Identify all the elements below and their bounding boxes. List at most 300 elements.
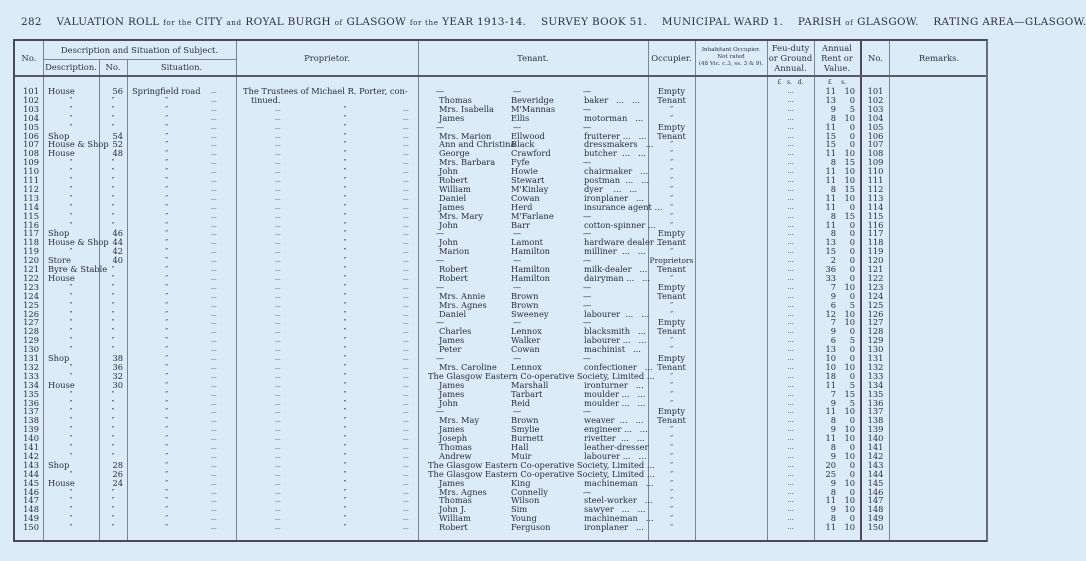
row-number-repeat: 131 xyxy=(867,353,884,363)
tenant-first-name: Robert xyxy=(439,272,468,283)
ditto-mark: ” xyxy=(111,212,115,220)
row-number: 113 xyxy=(23,192,39,203)
rent-pounds: 9 xyxy=(830,397,836,408)
rent-pounds: 18 xyxy=(825,370,836,381)
ditto-mark: ” xyxy=(343,150,347,158)
row-number: 149 xyxy=(23,513,39,524)
ditto-mark: ” xyxy=(164,337,169,345)
ditto-mark: ” xyxy=(343,221,347,229)
row-street-number: 42 xyxy=(112,246,123,257)
leader-dots: ... xyxy=(275,479,281,487)
rent-pounds: 9 xyxy=(830,504,836,515)
header-rent-line: Annual xyxy=(822,43,852,53)
rent-pounds: 8 xyxy=(830,157,836,168)
tenant-occupation: rivetter ... ... xyxy=(584,433,645,444)
row-number-repeat: 143 xyxy=(867,459,884,470)
table-row xyxy=(15,283,986,292)
rent-shillings: 0 xyxy=(849,344,855,355)
ditto-mark: ” xyxy=(343,168,347,176)
tenant-occupation: dairyman ... ... xyxy=(584,272,651,283)
ditto-mark: ” xyxy=(111,399,115,407)
tenant-first-name: John xyxy=(439,237,459,248)
leader-dots: ... xyxy=(275,194,281,202)
row-number-repeat: 141 xyxy=(867,442,884,452)
row-street-number: 36 xyxy=(112,361,123,372)
ditto-mark: ” xyxy=(164,515,169,523)
row-number-repeat: 137 xyxy=(867,406,884,417)
rent-pounds: 9 xyxy=(830,477,836,488)
occupier-status: Tenant xyxy=(657,415,686,426)
row-description: Store xyxy=(48,255,71,266)
ditto-mark: ” xyxy=(669,168,674,176)
feu-duty-value: ... xyxy=(787,203,794,211)
rent-shillings: 10 xyxy=(844,361,855,372)
row-number: 104 xyxy=(23,112,39,123)
survey-book: SURVEY BOOK 51. xyxy=(540,16,648,28)
table-row xyxy=(15,265,986,274)
row-description: Shop xyxy=(48,130,70,141)
leader-dots: ... xyxy=(211,461,217,469)
tenant-first-name: Mrs. May xyxy=(439,415,480,426)
ditto-mark: ” xyxy=(69,319,73,327)
header-situation: Situation. xyxy=(160,62,203,72)
municipal-ward: MUNICIPAL WARD 1. xyxy=(661,16,784,28)
table-row xyxy=(15,301,986,310)
tenant-surname: Ellwood xyxy=(511,130,545,141)
tenant-surname: M'Mannas xyxy=(511,103,556,114)
ditto-mark: ” xyxy=(69,524,73,532)
feu-duty-value: ... xyxy=(787,88,794,95)
ditto-mark: ” xyxy=(111,203,115,211)
ditto-mark: ” xyxy=(669,274,674,282)
rent-pounds: 36 xyxy=(825,264,836,274)
feu-units: £ s. d. xyxy=(777,79,804,86)
ditto-mark: ” xyxy=(111,274,115,282)
rent-pounds: 8 xyxy=(830,210,836,221)
leader-dots: ... xyxy=(403,123,409,131)
ditto-mark: ” xyxy=(669,426,674,434)
ditto-mark: ” xyxy=(343,132,347,140)
ditto-mark: ” xyxy=(164,444,169,451)
tenant-first-name: — xyxy=(435,121,445,132)
ditto-mark: ” xyxy=(69,452,73,460)
tenant-first-name: Daniel xyxy=(439,308,467,319)
rent-shillings: 10 xyxy=(844,281,855,292)
tenant-first-name: Mrs. Isabella xyxy=(439,103,494,114)
tenant-first-name: James xyxy=(439,201,465,212)
feu-duty-value: ... xyxy=(787,159,794,167)
ditto-mark: ” xyxy=(343,408,347,416)
leader-dots: ... xyxy=(275,470,281,478)
tenant-occupation: baker ... ... xyxy=(584,94,640,105)
ditto-mark: ” xyxy=(69,168,73,176)
tenant-surname: — xyxy=(512,317,522,328)
rent-shillings: 0 xyxy=(849,130,855,141)
leader-dots: ... xyxy=(403,417,409,425)
parish-of: of xyxy=(845,18,854,27)
row-number: 146 xyxy=(23,486,39,497)
row-number-repeat: 109 xyxy=(867,157,884,168)
ditto-mark: ” xyxy=(164,417,169,425)
ditto-mark: ” xyxy=(164,452,169,460)
leader-dots: ... xyxy=(211,88,217,95)
row-number: 133 xyxy=(23,370,39,381)
feu-duty-value: ... xyxy=(787,426,794,434)
ditto-mark: ” xyxy=(164,292,169,300)
rent-pounds: 8 xyxy=(830,486,836,497)
tenant-surname: Tarbart xyxy=(511,388,543,399)
rent-shillings: 5 xyxy=(849,299,855,310)
tenant-occupation: — xyxy=(582,486,592,497)
ditto-mark: ” xyxy=(111,301,115,309)
table-row xyxy=(15,381,986,390)
table-row xyxy=(15,292,986,301)
leader-dots: ... xyxy=(403,444,409,451)
ditto-mark: ” xyxy=(164,363,169,371)
ditto-mark: ” xyxy=(164,114,169,122)
rent-pounds: 7 xyxy=(830,281,836,292)
table-row xyxy=(15,105,986,114)
row-number: 102 xyxy=(23,94,39,105)
tenant-first-name: Robert xyxy=(439,175,468,185)
row-number: 137 xyxy=(23,406,39,417)
tenant-surname: Lamont xyxy=(511,237,543,248)
tenant-first-name: John xyxy=(439,219,459,230)
ditto-mark: ” xyxy=(669,114,674,122)
feu-duty-value: ... xyxy=(787,177,794,184)
rent-shillings: 0 xyxy=(849,415,855,426)
tenant-surname: Brown xyxy=(511,299,539,310)
leader-dots: ... xyxy=(211,132,217,140)
occupier-status: Empty xyxy=(657,228,686,239)
row-number-repeat: 119 xyxy=(867,246,884,257)
rent-shillings: 0 xyxy=(849,255,855,266)
ditto-mark: ” xyxy=(343,355,347,362)
leader-dots: ... xyxy=(211,105,217,113)
leader-dots: ... xyxy=(403,461,409,469)
row-number: 109 xyxy=(23,157,39,168)
rent-pounds: 8 xyxy=(830,183,836,194)
rent-shillings: 5 xyxy=(849,397,855,408)
ditto-mark: ” xyxy=(669,185,674,193)
table-row xyxy=(15,470,986,479)
tenant-first-name: Charles xyxy=(439,326,472,337)
tenant-first-name: James xyxy=(439,477,465,488)
tenant-surname: Lennox xyxy=(511,326,542,337)
row-number-repeat: 112 xyxy=(867,183,884,194)
table-row xyxy=(15,274,986,283)
tenant-surname: — xyxy=(512,121,522,132)
feu-duty-value: ... xyxy=(787,328,794,336)
row-number: 127 xyxy=(23,317,39,328)
row-number: 123 xyxy=(23,281,39,292)
leader-dots: ... xyxy=(211,426,217,434)
tenant-surname: Lennox xyxy=(511,361,542,372)
leader-dots: ... xyxy=(275,185,281,193)
table-row xyxy=(15,523,986,532)
occupier-status: Empty xyxy=(657,317,686,328)
ditto-mark: ” xyxy=(69,283,73,291)
rent-shillings: 10 xyxy=(844,433,855,444)
tenant-occupation: blacksmith ... xyxy=(584,326,646,337)
table-row xyxy=(15,514,986,523)
rent-pounds: 11 xyxy=(825,121,836,132)
row-number: 120 xyxy=(23,255,39,266)
table-row xyxy=(15,114,986,123)
feu-duty-value: ... xyxy=(787,301,794,309)
tenant-first-name: Thomas xyxy=(439,94,472,105)
leader-dots: ... xyxy=(403,177,409,184)
tenant-organisation: The Glasgow Eastern Co-operative Society, Limited ... xyxy=(428,468,655,479)
feu-duty-value: ... xyxy=(787,452,794,460)
header-rent-line: Rent or xyxy=(821,53,853,63)
ditto-mark: ” xyxy=(111,194,115,202)
leader-dots: ... xyxy=(211,435,217,443)
feu-duty-value: ... xyxy=(787,346,794,354)
leader-dots: ... xyxy=(211,355,217,362)
tenant-surname: Hamilton xyxy=(511,246,551,257)
leader-dots: ... xyxy=(211,150,217,158)
tenant-occupation: labourer ... ... xyxy=(584,308,650,319)
tenant-occupation: — xyxy=(582,255,592,266)
ditto-mark: ” xyxy=(343,177,347,184)
tenant-first-name: — xyxy=(435,353,445,363)
rent-pounds: 9 xyxy=(830,103,836,114)
ditto-mark: ” xyxy=(669,203,674,211)
row-number-repeat: 144 xyxy=(867,468,884,479)
ditto-mark: ” xyxy=(164,283,169,291)
row-number: 107 xyxy=(23,139,39,150)
tenant-surname: Ferguson xyxy=(511,522,551,533)
leader-dots: ... xyxy=(211,230,217,238)
ditto-mark: ” xyxy=(69,105,73,113)
leader-dots: ... xyxy=(275,328,281,336)
leader-dots: ... xyxy=(211,515,217,523)
rent-pounds: 2 xyxy=(830,255,836,266)
leader-dots: ... xyxy=(275,506,281,514)
ditto-mark: ” xyxy=(343,123,347,131)
tenant-occupation: dressmakers ... xyxy=(584,139,654,150)
row-description: Byre & Stable xyxy=(48,264,108,274)
tenant-first-name: George xyxy=(439,148,470,159)
ditto-mark: ” xyxy=(69,177,73,184)
feu-duty-value: ... xyxy=(787,435,794,443)
rent-pounds: 11 xyxy=(825,495,836,506)
header-rule xyxy=(15,75,986,77)
ditto-mark: ” xyxy=(164,506,169,514)
ditto-mark: ” xyxy=(669,221,674,229)
table-row xyxy=(15,318,986,327)
ditto-mark: ” xyxy=(111,123,115,131)
header-remarks: Remarks. xyxy=(918,53,960,63)
header-rule xyxy=(43,59,236,60)
tenant-organisation: The Glasgow Eastern Co-operative Society, Limited ... xyxy=(428,459,655,470)
ditto-mark: ” xyxy=(111,444,115,451)
ditto-mark: ” xyxy=(69,123,73,131)
row-number-repeat: 134 xyxy=(867,379,884,390)
leader-dots: ... xyxy=(211,390,217,398)
table-row xyxy=(15,87,986,96)
rent-pounds: 9 xyxy=(830,326,836,337)
ditto-mark: ” xyxy=(69,399,73,407)
header-description: Description. xyxy=(45,62,97,72)
leader-dots: ... xyxy=(211,363,217,371)
leader-dots: ... xyxy=(403,105,409,113)
leader-dots: ... xyxy=(403,355,409,362)
ditto-mark: ” xyxy=(69,114,73,122)
ditto-mark: ” xyxy=(343,266,347,273)
rent-shillings: 0 xyxy=(849,513,855,524)
title-part: and xyxy=(226,18,242,27)
rent-shillings: 10 xyxy=(844,522,855,533)
ditto-mark: ” xyxy=(343,452,347,460)
row-number-repeat: 145 xyxy=(867,477,884,488)
leader-dots: ... xyxy=(275,257,281,265)
row-number-repeat: 136 xyxy=(867,397,884,408)
proprietor-name: The Trustees of Michael R. Porter, con- xyxy=(243,86,408,96)
row-number: 121 xyxy=(23,264,39,274)
feu-duty-value: ... xyxy=(787,274,794,282)
ditto-mark: ” xyxy=(111,328,115,336)
ditto-mark: ” xyxy=(164,426,169,434)
row-number-repeat: 123 xyxy=(867,281,884,292)
ditto-mark: ” xyxy=(669,310,674,318)
ditto-mark: ” xyxy=(343,141,347,149)
leader-dots: ... xyxy=(403,337,409,345)
table-row xyxy=(15,390,986,399)
ditto-mark: ” xyxy=(343,328,347,336)
header-annual-rent xyxy=(814,43,860,73)
tenant-first-name: James xyxy=(439,112,465,123)
ditto-mark: ” xyxy=(669,105,674,113)
tenant-surname: Sweeney xyxy=(511,308,549,319)
ditto-mark: ” xyxy=(111,346,115,354)
ditto-mark: ” xyxy=(343,185,347,193)
rent-shillings: 10 xyxy=(844,495,855,506)
rent-shillings: 10 xyxy=(844,148,855,159)
leader-dots: ... xyxy=(275,274,281,282)
tenant-occupation: — xyxy=(582,281,592,292)
ditto-mark: ” xyxy=(111,524,115,532)
ditto-mark: ” xyxy=(669,488,674,496)
ditto-mark: ” xyxy=(343,274,347,282)
ditto-mark: ” xyxy=(343,159,347,167)
tenant-first-name: Joseph xyxy=(439,433,468,444)
tenant-occupation: moulder ... ... xyxy=(584,397,646,408)
table-row xyxy=(15,336,986,345)
leader-dots: ... xyxy=(275,426,281,434)
leader-dots: ... xyxy=(211,194,217,202)
feu-duty-value: ... xyxy=(787,488,794,496)
row-street-number: 38 xyxy=(112,353,123,363)
tenant-first-name: — xyxy=(435,406,445,417)
rent-shillings: 10 xyxy=(844,166,855,177)
ditto-mark: ” xyxy=(69,372,73,380)
ditto-mark: ” xyxy=(69,328,73,336)
row-number-repeat: 130 xyxy=(867,344,884,355)
ditto-mark: ” xyxy=(69,96,73,104)
ditto-mark: ” xyxy=(69,363,73,371)
ditto-mark: ” xyxy=(111,337,115,345)
tenant-occupation: — xyxy=(582,228,592,239)
leader-dots: ... xyxy=(403,274,409,282)
leader-dots: ... xyxy=(275,372,281,380)
rent-shillings: 10 xyxy=(844,424,855,435)
ditto-mark: ” xyxy=(164,319,169,327)
tenant-surname: Beveridge xyxy=(511,94,554,105)
rent-pounds: 11 xyxy=(825,175,836,185)
feu-duty-value: ... xyxy=(787,185,794,193)
rent-shillings: 0 xyxy=(849,486,855,497)
row-street-number: 48 xyxy=(112,148,123,159)
tenant-occupation: ironturner ... xyxy=(584,379,644,390)
row-number-repeat: 101 xyxy=(867,86,884,96)
tenant-first-name: John xyxy=(439,166,459,177)
leader-dots: ... xyxy=(211,248,217,256)
rent-shillings: 0 xyxy=(849,201,855,212)
rent-pounds: 13 xyxy=(825,94,836,105)
ditto-mark: ” xyxy=(343,515,347,523)
ditto-mark: ” xyxy=(343,506,347,514)
situation-street: Springfield road xyxy=(132,86,201,96)
leader-dots: ... xyxy=(403,239,409,247)
page-number: 282 xyxy=(21,16,42,28)
ditto-mark: ” xyxy=(669,470,674,478)
ditto-mark: ” xyxy=(69,435,73,443)
feu-duty-value: ... xyxy=(787,444,794,451)
ditto-mark: ” xyxy=(111,221,115,229)
tenant-surname: Brown xyxy=(511,290,539,301)
ditto-mark: ” xyxy=(164,435,169,443)
ditto-mark: ” xyxy=(164,194,169,202)
occupier-status: Tenant xyxy=(657,290,686,301)
rent-pounds: 11 xyxy=(825,166,836,177)
leader-dots: ... xyxy=(211,479,217,487)
tenant-surname: M'Farlane xyxy=(511,210,554,221)
leader-dots: ... xyxy=(275,114,281,122)
title-part: YEAR 1913-14. xyxy=(442,16,527,28)
leader-dots: ... xyxy=(275,292,281,300)
row-number-repeat: 138 xyxy=(867,415,884,426)
rent-shillings: 10 xyxy=(844,450,855,461)
ditto-mark: ” xyxy=(69,301,73,309)
row-number: 122 xyxy=(23,272,39,283)
leader-dots: ... xyxy=(211,141,217,149)
row-number: 101 xyxy=(23,86,39,96)
header-proprietor: Proprietor. xyxy=(304,53,350,63)
row-number-repeat: 135 xyxy=(867,388,884,399)
tenant-occupation: machineman ... xyxy=(584,477,654,488)
tenant-first-name: Peter xyxy=(439,344,462,355)
leader-dots: ... xyxy=(403,488,409,496)
table-row xyxy=(15,194,986,203)
leader-dots: ... xyxy=(275,381,281,389)
rent-pounds: 9 xyxy=(830,424,836,435)
ditto-mark: ” xyxy=(164,524,169,532)
leader-dots: ... xyxy=(403,150,409,158)
header-desc-group: Description and Situation of Subject. xyxy=(60,45,219,55)
header-occupier: Occupier. xyxy=(651,53,692,63)
row-number-repeat: 132 xyxy=(867,361,884,372)
row-street-number: 24 xyxy=(112,477,123,488)
leader-dots: ... xyxy=(211,328,217,336)
row-number-repeat: 128 xyxy=(867,326,884,337)
rent-shillings: 10 xyxy=(844,192,855,203)
title-part: ROYAL BURGH xyxy=(245,16,331,28)
leader-dots: ... xyxy=(275,168,281,176)
row-number: 147 xyxy=(23,495,39,506)
ditto-mark: ” xyxy=(164,132,169,140)
